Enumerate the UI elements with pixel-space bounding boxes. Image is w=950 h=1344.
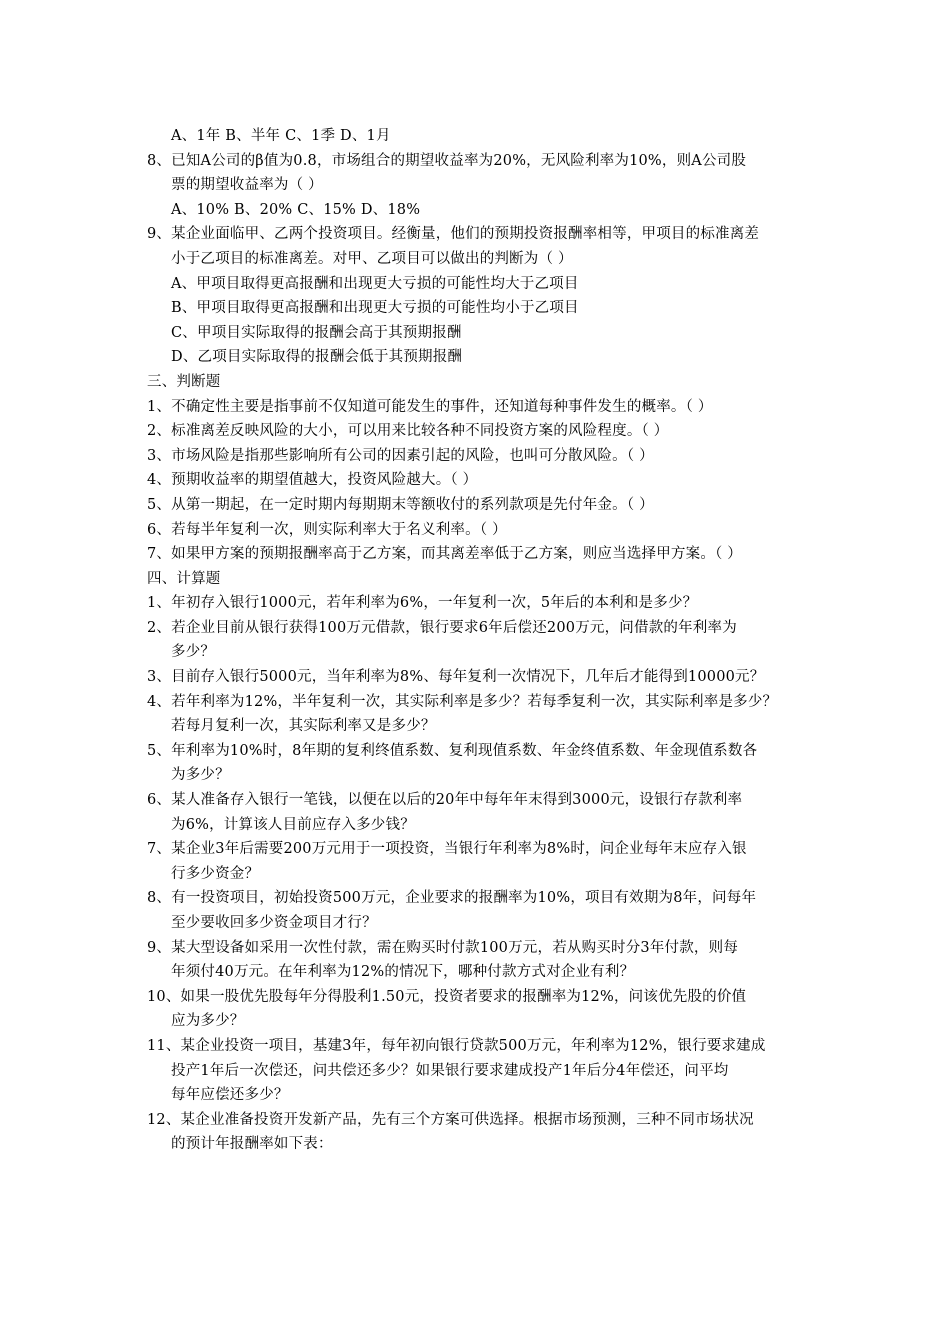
text-line: 至少要收回多少资金项目才行？: [171, 915, 377, 931]
text-line: 年须付40万元。在年利率为12%的情况下，哪种付款方式对企业有利？: [171, 964, 635, 981]
text-line: 小于乙项目的标准离差。对甲、乙项目可以做出的判断为（ ）: [171, 250, 573, 267]
text-line: 5、从第一期起，在一定时期内每期期末等额收付的系列款项是先付年金。（ ）: [147, 496, 654, 513]
document-body: [147, 124, 827, 1157]
text-line: 8、已知A公司的β值为0.8，市场组合的期望收益率为20%，无风险利率为10%，则A公司股: [147, 152, 747, 169]
text-line: 7、如果甲方案的预期报酬率高于乙方案，而其离差率低于乙方案，则应当选择甲方案。（ ）: [147, 546, 742, 563]
text-line: 4、预期收益率的期望值越大，投资风险越大。（ ）: [147, 472, 478, 489]
text-line: 1、不确定性主要是指事前不仅知道可能发生的事件，还知道每种事件发生的概率。（ ）: [147, 398, 713, 415]
text-line: 8、有一投资项目，初始投资500万元，企业要求的报酬率为10%，项目有效期为8年，问每年: [147, 890, 757, 907]
text-line: 9、某企业面临甲、乙两个投资项目。经衡量，他们的预期投资报酬率相等，甲项目的标准离差: [147, 226, 760, 243]
text-line: 行多少资金？: [171, 865, 260, 882]
text-line: 投产1年后一次偿还，问共偿还多少？如果银行要求建成投产1年后分4年偿还，问平均: [171, 1062, 729, 1079]
text-line: D、乙项目实际取得的报酬会低于其预期报酬: [171, 349, 463, 366]
text-line: 多少？: [171, 644, 216, 661]
text-line: 2、标准离差反映风险的大小，可以用来比较各种不同投资方案的风险程度。（ ）: [147, 423, 669, 440]
text-line: 每年应偿还多少？: [171, 1087, 289, 1104]
text-line: 四、计算题: [147, 570, 221, 587]
text-line: 10、如果一股优先股每年分得股利1.50元，投资者要求的报酬率为12%，问该优先股的价值: [147, 988, 747, 1005]
text-line: 若每月复利一次，其实际利率又是多少？: [171, 718, 436, 735]
text-line: 应为多少？: [171, 1013, 245, 1030]
text-line: 1、年初存入银行1000元，若年利率为6%，一年复利一次，5年后的本利和是多少？: [147, 595, 698, 612]
text-line: 为多少？: [171, 767, 230, 784]
text-line: 7、某企业3年后需要200万元用于一项投资，当银行年利率为8%时，问企业每年末应存入银: [147, 841, 747, 858]
text-line: 票的期望收益率为（ ）: [171, 177, 323, 194]
text-line: 12、某企业准备投资开发新产品，先有三个方案可供选择。根据市场预测，三种不同市场状况: [147, 1111, 754, 1128]
text-line: 6、若每半年复利一次，则实际利率大于名义利率。（ ）: [147, 521, 507, 538]
text-line: A、甲项目取得更高报酬和出现更大亏损的可能性均大于乙项目: [171, 275, 579, 292]
text-line: 11、某企业投资一项目，基建3年，每年初向银行贷款500万元，年利率为12%，银行要求建成: [147, 1037, 766, 1054]
text-line: B、甲项目取得更高报酬和出现更大亏损的可能性均小于乙项目: [171, 300, 579, 317]
text-line: 2、若企业目前从银行获得100万元借款，银行要求6年后偿还200万元，问借款的年利率为: [147, 619, 737, 636]
text-line: 6、某人准备存入银行一笔钱，以便在以后的20年中每年年末得到3000元，设银行存款利率: [147, 792, 743, 809]
text-line: 为6%，计算该人目前应存入多少钱？: [171, 816, 415, 833]
text-line: 三、判断题: [147, 373, 221, 390]
text-line: 的预计年报酬率如下表：: [171, 1136, 333, 1153]
text-line: 4、若年利率为12%，半年复利一次，其实际利率是多少？若每季复利一次，其实际利率是多少？: [147, 693, 778, 710]
text-line: C、甲项目实际取得的报酬会高于其预期报酬: [171, 324, 462, 341]
text-line: 3、目前存入银行5000元，当年利率为8%、每年复利一次情况下，几年后才能得到10000元？: [147, 669, 765, 686]
text-line: A、1年 B、半年 C、1季 D、1月: [171, 128, 391, 144]
text-line: 9、某大型设备如采用一次性付款，需在购买时付款100万元，若从购买时分3年付款，则每: [147, 939, 739, 956]
text-line: 3、市场风险是指那些影响所有公司的因素引起的风险，也叫可分散风险。（ ）: [147, 447, 654, 464]
text-line: A、10% B、20% C、15% D、18%: [171, 201, 421, 218]
text-line: 5、年利率为10%时，8年期的复利终值系数、复利现值系数、年金终值系数、年金现值系数各: [147, 742, 758, 759]
